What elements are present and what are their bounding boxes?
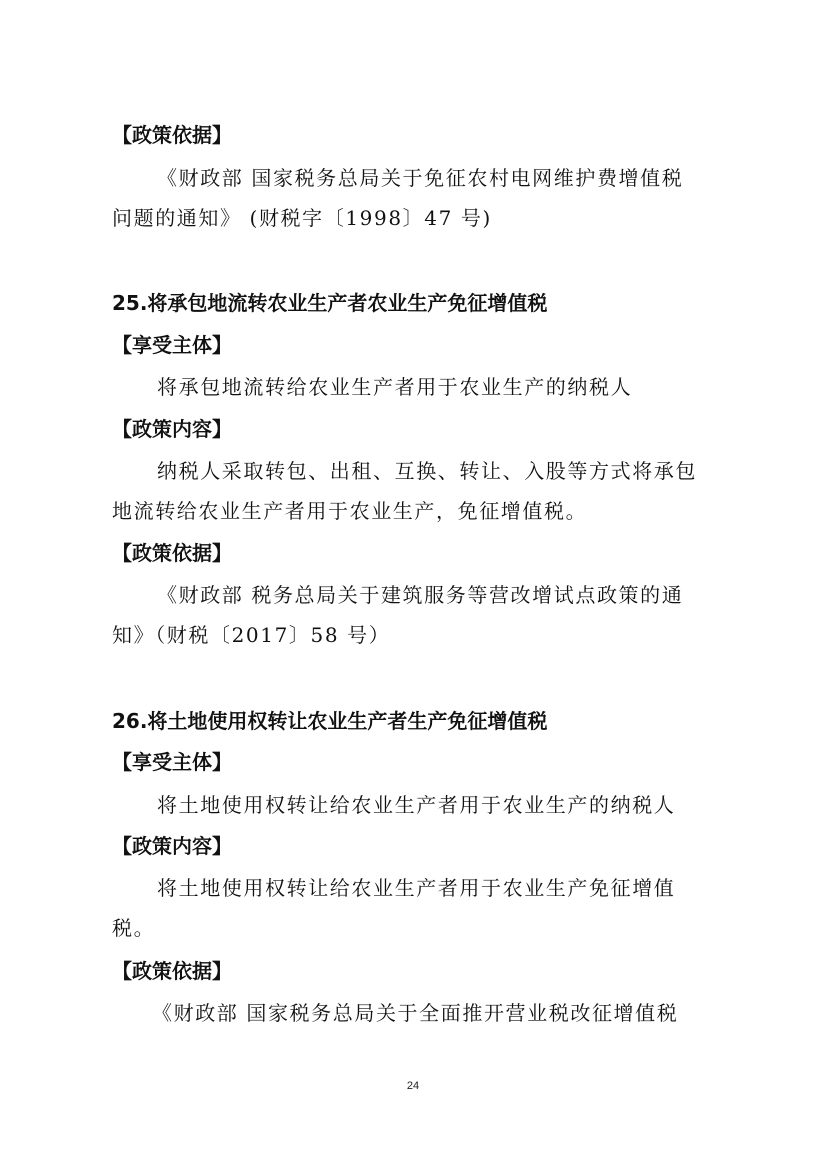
- section-25-title: 25.将承包地流转农业生产者农业生产免征增值税: [112, 291, 548, 315]
- policy-basis-line: 《财政部 国家税务总局关于全面推开营业税改征增值税: [152, 1001, 679, 1025]
- policy-basis-label: 【政策依据】: [112, 123, 232, 147]
- policy-content-text: [112, 451, 697, 531]
- policy-basis-text: [112, 158, 683, 238]
- policy-basis-line: 问题的通知》 (财税字〔1998〕47 号): [112, 206, 492, 230]
- beneficiary-label: 【享受主体】: [112, 333, 232, 357]
- policy-basis-line: 《财政部 税务总局关于建筑服务等营改增试点政策的通: [157, 583, 684, 607]
- policy-content-line: 税。: [112, 916, 156, 940]
- page-number: 24: [406, 1080, 420, 1092]
- policy-basis-line: 知》（财税〔2017〕58 号）: [112, 623, 391, 647]
- policy-content-text: [112, 868, 675, 948]
- policy-basis-label: 【政策依据】: [112, 541, 232, 565]
- policy-content-line: 地流转给农业生产者用于农业生产，免征增值税。: [112, 499, 588, 523]
- policy-basis-label: 【政策依据】: [112, 959, 232, 983]
- policy-basis-line: 《财政部 国家税务总局关于免征农村电网维护费增值税: [157, 166, 684, 190]
- beneficiary-text: [112, 785, 675, 825]
- policy-content-label: 【政策内容】: [112, 417, 232, 441]
- policy-content-line: 将土地使用权转让给农业生产者用于农业生产免征增值: [157, 876, 676, 900]
- beneficiary-line: 将承包地流转给农业生产者用于农业生产的纳税人: [157, 375, 633, 399]
- beneficiary-label: 【享受主体】: [112, 750, 232, 774]
- beneficiary-line: 将土地使用权转让给农业生产者用于农业生产的纳税人: [157, 793, 676, 817]
- policy-content-label: 【政策内容】: [112, 834, 232, 858]
- beneficiary-text: [112, 367, 632, 407]
- policy-basis-text: [112, 575, 683, 655]
- policy-content-line: 纳税人采取转包、出租、互换、转让、入股等方式将承包: [157, 459, 697, 483]
- policy-basis-text: [112, 993, 678, 1033]
- section-26-title: 26.将土地使用权转让农业生产者生产免征增值税: [112, 709, 548, 733]
